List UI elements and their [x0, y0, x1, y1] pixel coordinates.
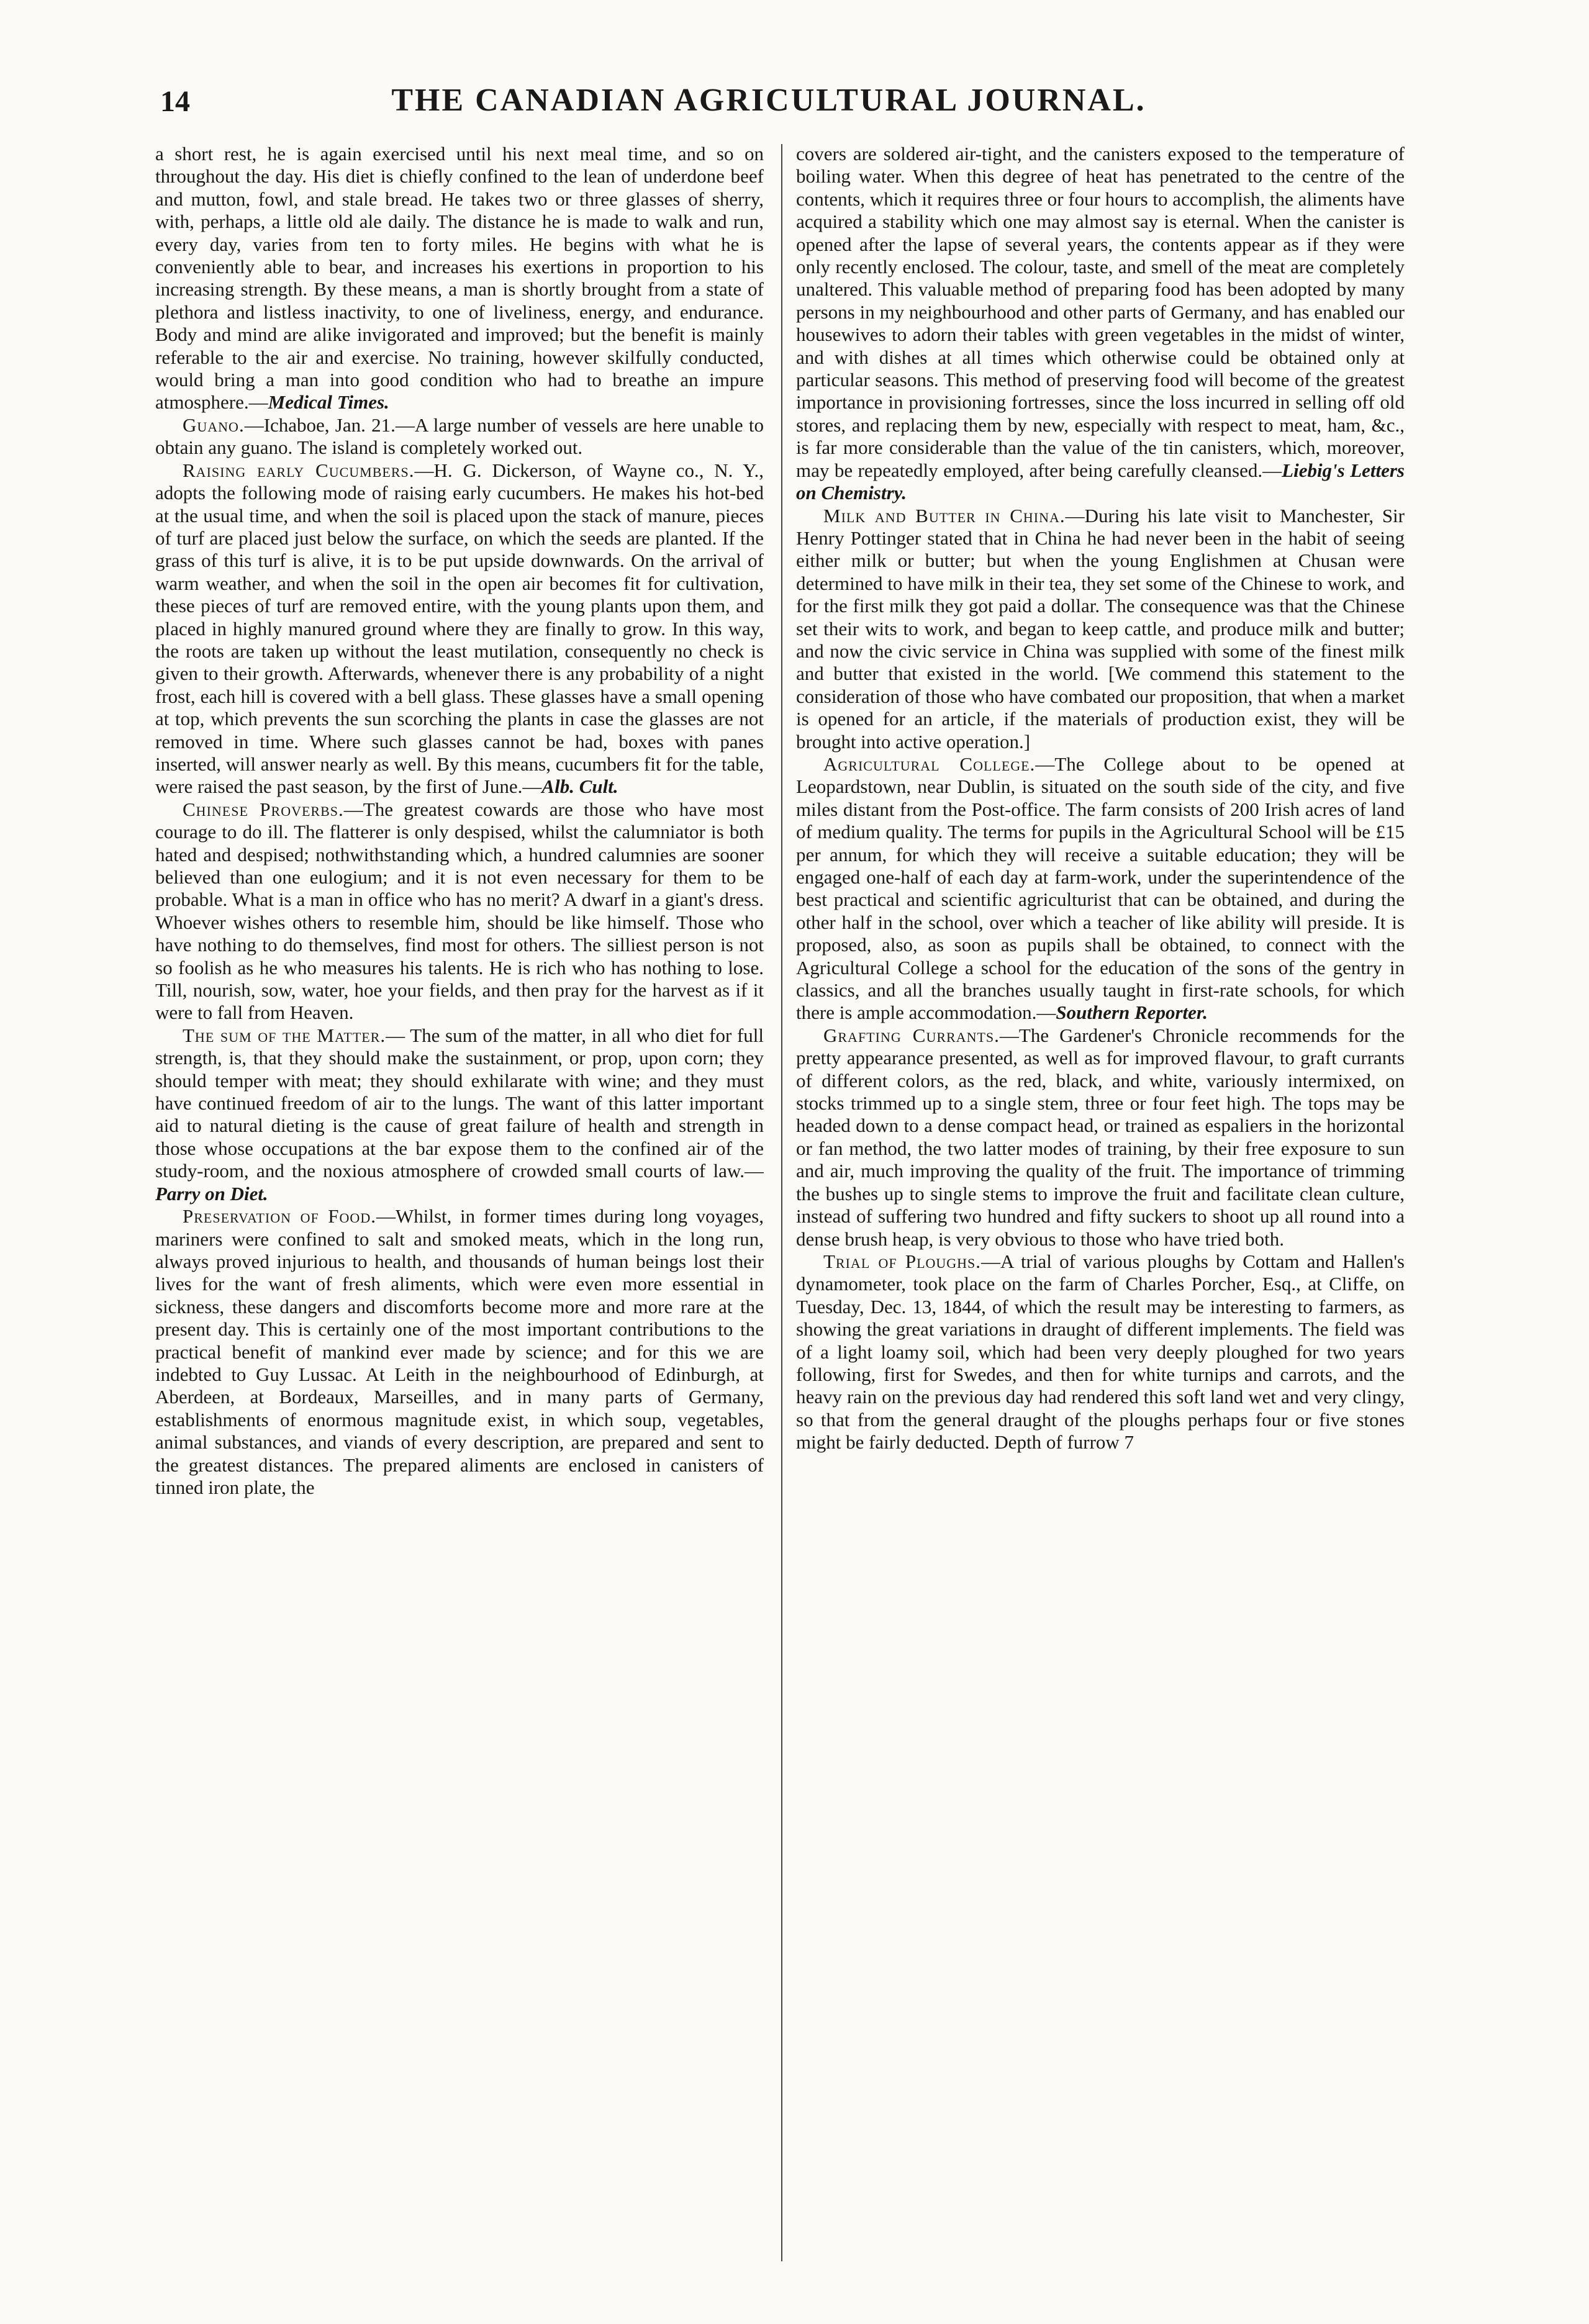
article-agricultural-college: [796, 753, 1405, 1024]
article-guano: [155, 414, 764, 459]
article-grafting-currants: [796, 1024, 1405, 1250]
right-column: [796, 143, 1405, 2266]
article-heading: Raising early Cucumbers.: [183, 459, 415, 481]
running-title: THE CANADIAN AGRICULTURAL JOURNAL.: [391, 83, 1146, 118]
article-body: —The Gardener's Chronicle recommends for the pretty appearance presented, as well as for improved flavour, to graft currants of different colors, as the red, black, and white, variously intermixed, on stocks trimmed up to a single stem, three or four feet high. The tops may be headed down to a dense compact head, or trained as espaliers in the horizontal or fan method, the two latter modes of training, by their free exposure to sun and air, much improving the quality of the fruit. The importance of trimming the bushes up to single stems to improve the fruit and facilitate clean culture, instead of suffering two hundred and fifty suckers to shoot up all round into a dense brush heap, is very obvious to those who have tried both.: [796, 1024, 1405, 1250]
article-heading: Agricultural College.: [823, 753, 1036, 775]
article-continued: [155, 143, 764, 414]
article-body: —H. G. Dickerson, of Wayne co., N. Y., adopts the following mode of raising early cucumbers. He makes his hot-bed at the usual time, and when the soil is placed upon the stack of manure, pieces of turf are placed just below the surface, on which the seeds are planted. If the grass of this turf is alive, it is to be put upside downwards. On the arrival of warm weather, and when the soil in the open air becomes fit for cultivation, these pieces of turf are removed entire, with the young plants upon them, and placed in highly manured ground where they are finally to grow. In this way, the roots are taken up without the least mutilation, consequently no check is given to their growth. Afterwards, whenever there is any probability of a night frost, each hill is covered with a bell glass. These glasses have a small opening at top, which prevents the sun scorching the plants in case the glasses are not removed in time. Where such glasses cannot be had, boxes with panes inserted, will answer nearly as well. By this means, cucumbers fit for the table, were raised the past season, by the first of June.—: [155, 459, 764, 798]
article-source: Alb. Cult.: [541, 775, 618, 798]
article-source: Liebig's Letters on Chemistry.: [796, 459, 1405, 504]
article-continued: [796, 143, 1405, 505]
article-body: —The greatest cowards are those who have most courage to do ill. The flatterer is only despised, whilst the calumniator is both hated and despised; nothwithstanding which, a hundred calumnies are sooner believed than one eulogium; and it is not even necessary for them to be probable. What is a man in office who has no merit? A dwarf in a giant's dress. Whoever wishes others to resemble him, should be like himself. Those who have nothing to do themselves, find most for others. The silliest person is not so foolish as he who measures his talents. He is rich who has nothing to lose. Till, nourish, sow, water, hoe your fields, and then pray for the harvest as if it were to fall from Heaven.: [155, 798, 764, 1024]
article-cucumbers: [155, 459, 764, 798]
column-divider: [781, 144, 782, 2261]
article-body: —A trial of various ploughs by Cottam and Hallen's dynamometer, took place on the farm of Charles Porcher, Esq., at Cliffe, on Tuesday, Dec. 13, 1844, of which the result may be interesting to farmers, as showing the great variations in draught of different implements. The field was of a light loamy soil, which had been very deeply ploughed for two years following, first for Swedes, and then for white turnips and carrots, and the heavy rain on the previous day had rendered this soft land wet and very clingy, so that from the general draught of the ploughs perhaps four or five stones might be fairly deducted. Depth of furrow 7: [796, 1250, 1405, 1454]
page-header: [160, 82, 1377, 132]
article-trial-of-ploughs: [796, 1250, 1405, 1454]
left-column: [155, 143, 764, 2266]
article-milk-butter-china: [796, 505, 1405, 753]
article-heading: Milk and Butter in China.: [823, 504, 1066, 527]
article-body: —Ichaboe, Jan. 21.—A large number of vessels are here unable to obtain any guano. The island is completely worked out.: [155, 414, 764, 459]
article-source: Medical Times.: [268, 391, 389, 414]
article-sum-of-matter: [155, 1024, 764, 1205]
article-body: —The College about to be opened at Leopardstown, near Dublin, is situated on the south side of the city, and five miles distant from the Post-office. The farm consists of 200 Irish acres of land of medium quality. The terms for pupils in the Agricultural School will be £15 per annum, for which they will receive a suitable education; they will be engaged one-half of each day at farm-work, under the superintendence of the best practical and scientific agriculturist that can be obtained, and during the other half in the school, over which a teacher of like ability will preside. It is proposed, also, as soon as pupils shall be obtained, to connect with the Agricultural College a school for the education of the sons of the gentry in classics, and all the branches usually taught in first-rate schools, for which there is ample accommodation.—: [796, 753, 1405, 1024]
article-chinese-proverbs: [155, 798, 764, 1024]
article-source: Parry on Diet.: [155, 1182, 268, 1205]
article-body: — The sum of the matter, in all who diet for full strength, is, that they should make the sustainment, or prop, upon corn; they should temper with meat; they should exhilarate with wine; and they must have continued freedom of air to the lungs. The want of this latter important aid to natural dieting is the cause of great failure of health and strength in those whose occupations at the bar expose them to the confined air of the study-room, and the noxious atmosphere of crowded small courts of law.—: [155, 1024, 764, 1182]
article-source: Southern Reporter.: [1056, 1001, 1208, 1024]
article-heading: The sum of the Matter.: [183, 1024, 386, 1046]
article-heading: Preservation of Food.: [183, 1205, 376, 1228]
page-number: 14: [160, 85, 190, 118]
article-heading: Chinese Proverbs.: [183, 798, 344, 820]
article-body: —Whilst, in former times during long voyages, mariners were confined to salt and smoked meats, which in the long run, always proved injurious to health, and thousands of human beings lost their lives for the want of fresh aliments, which were even more essential in sickness, these dangers and discomforts become more and more rare at the present day. This is certainly one of the most important contributions to the practical benefit of mankind ever made by science; and for this we are indebted to Guy Lussac. At Leith in the neighbourhood of Edinburgh, at Aberdeen, at Bordeaux, Marseilles, and in many parts of Germany, establishments of enormous magnitude exist, in which soup, vegetables, animal substances, and viands of every description, are prepared and sent to the greatest distances. The prepared aliments are enclosed in canisters of tinned iron plate, the: [155, 1205, 764, 1498]
article-heading: Grafting Currants.: [823, 1024, 1000, 1046]
article-heading: Guano.: [183, 414, 245, 436]
article-heading: Trial of Ploughs.: [823, 1250, 982, 1272]
article-body: covers are soldered air-tight, and the canisters exposed to the temperature of boiling water. When this degree of heat has penetrated to the centre of the contents, which it requires three or four hours to accomplish, the aliments have acquired a stability which one may almost say is eternal. When the canister is opened after the lapse of several years, the contents appear as if they were only recently enclosed. The colour, taste, and smell of the meat are completely unaltered. This valuable method of preparing food has been adopted by many persons in my neighbourhood and other parts of Germany, and has enabled our housewives to adorn their tables with green vegetables in the midst of winter, and with dishes at all times which otherwise could be obtained only at particular seasons. This method of preserving food will become of the greatest importance in provisioning fortresses, since the loss incurred in selling off old stores, and replacing them by new, especially with respect to meat, ham, &c., is far more considerable than the value of the tin canisters, which, moreover, may be repeatedly employed, after being carefully cleansed.—: [796, 143, 1405, 481]
article-preservation-of-food: [155, 1205, 764, 1499]
article-body: —During his late visit to Manchester, Sir Henry Pottinger stated that in China he had never been in the habit of seeing either milk or butter; but when the young Englishmen at Chusan were determined to have milk in their tea, they set some of the Chinese to work, and for the first milk they got paid a dollar. The consequence was that the Chinese set their wits to work, and began to keep cattle, and produce milk and butter; and now the civic service in China was supplied with some of the finest milk and butter that existed in the world. [We commend this statement to the consideration of those who have combated our proposition, that when a market is opened for an article, if the materials of production exist, they will be brought into active operation.]: [796, 504, 1405, 753]
article-body: a short rest, he is again exercised until his next meal time, and so on throughout the day. His diet is chiefly confined to the lean of underdone beef and mutton, fowl, and stale bread. He takes two or three glasses of sherry, with, perhaps, a little old ale daily. The distance he is made to walk and run, every day, varies from ten to forty miles. He begins with what he is conveniently able to bear, and increases his exertions in proportion to his increasing strength. By these means, a man is shortly brought from a state of plethora and listless inactivity, to one of liveliness, energy, and endurance. Body and mind are alike invigorated and improved; but the benefit is mainly referable to the air and exercise. No training, however skilfully conducted, would bring a man into good condition who had to breathe an impure atmosphere.—: [155, 143, 764, 414]
